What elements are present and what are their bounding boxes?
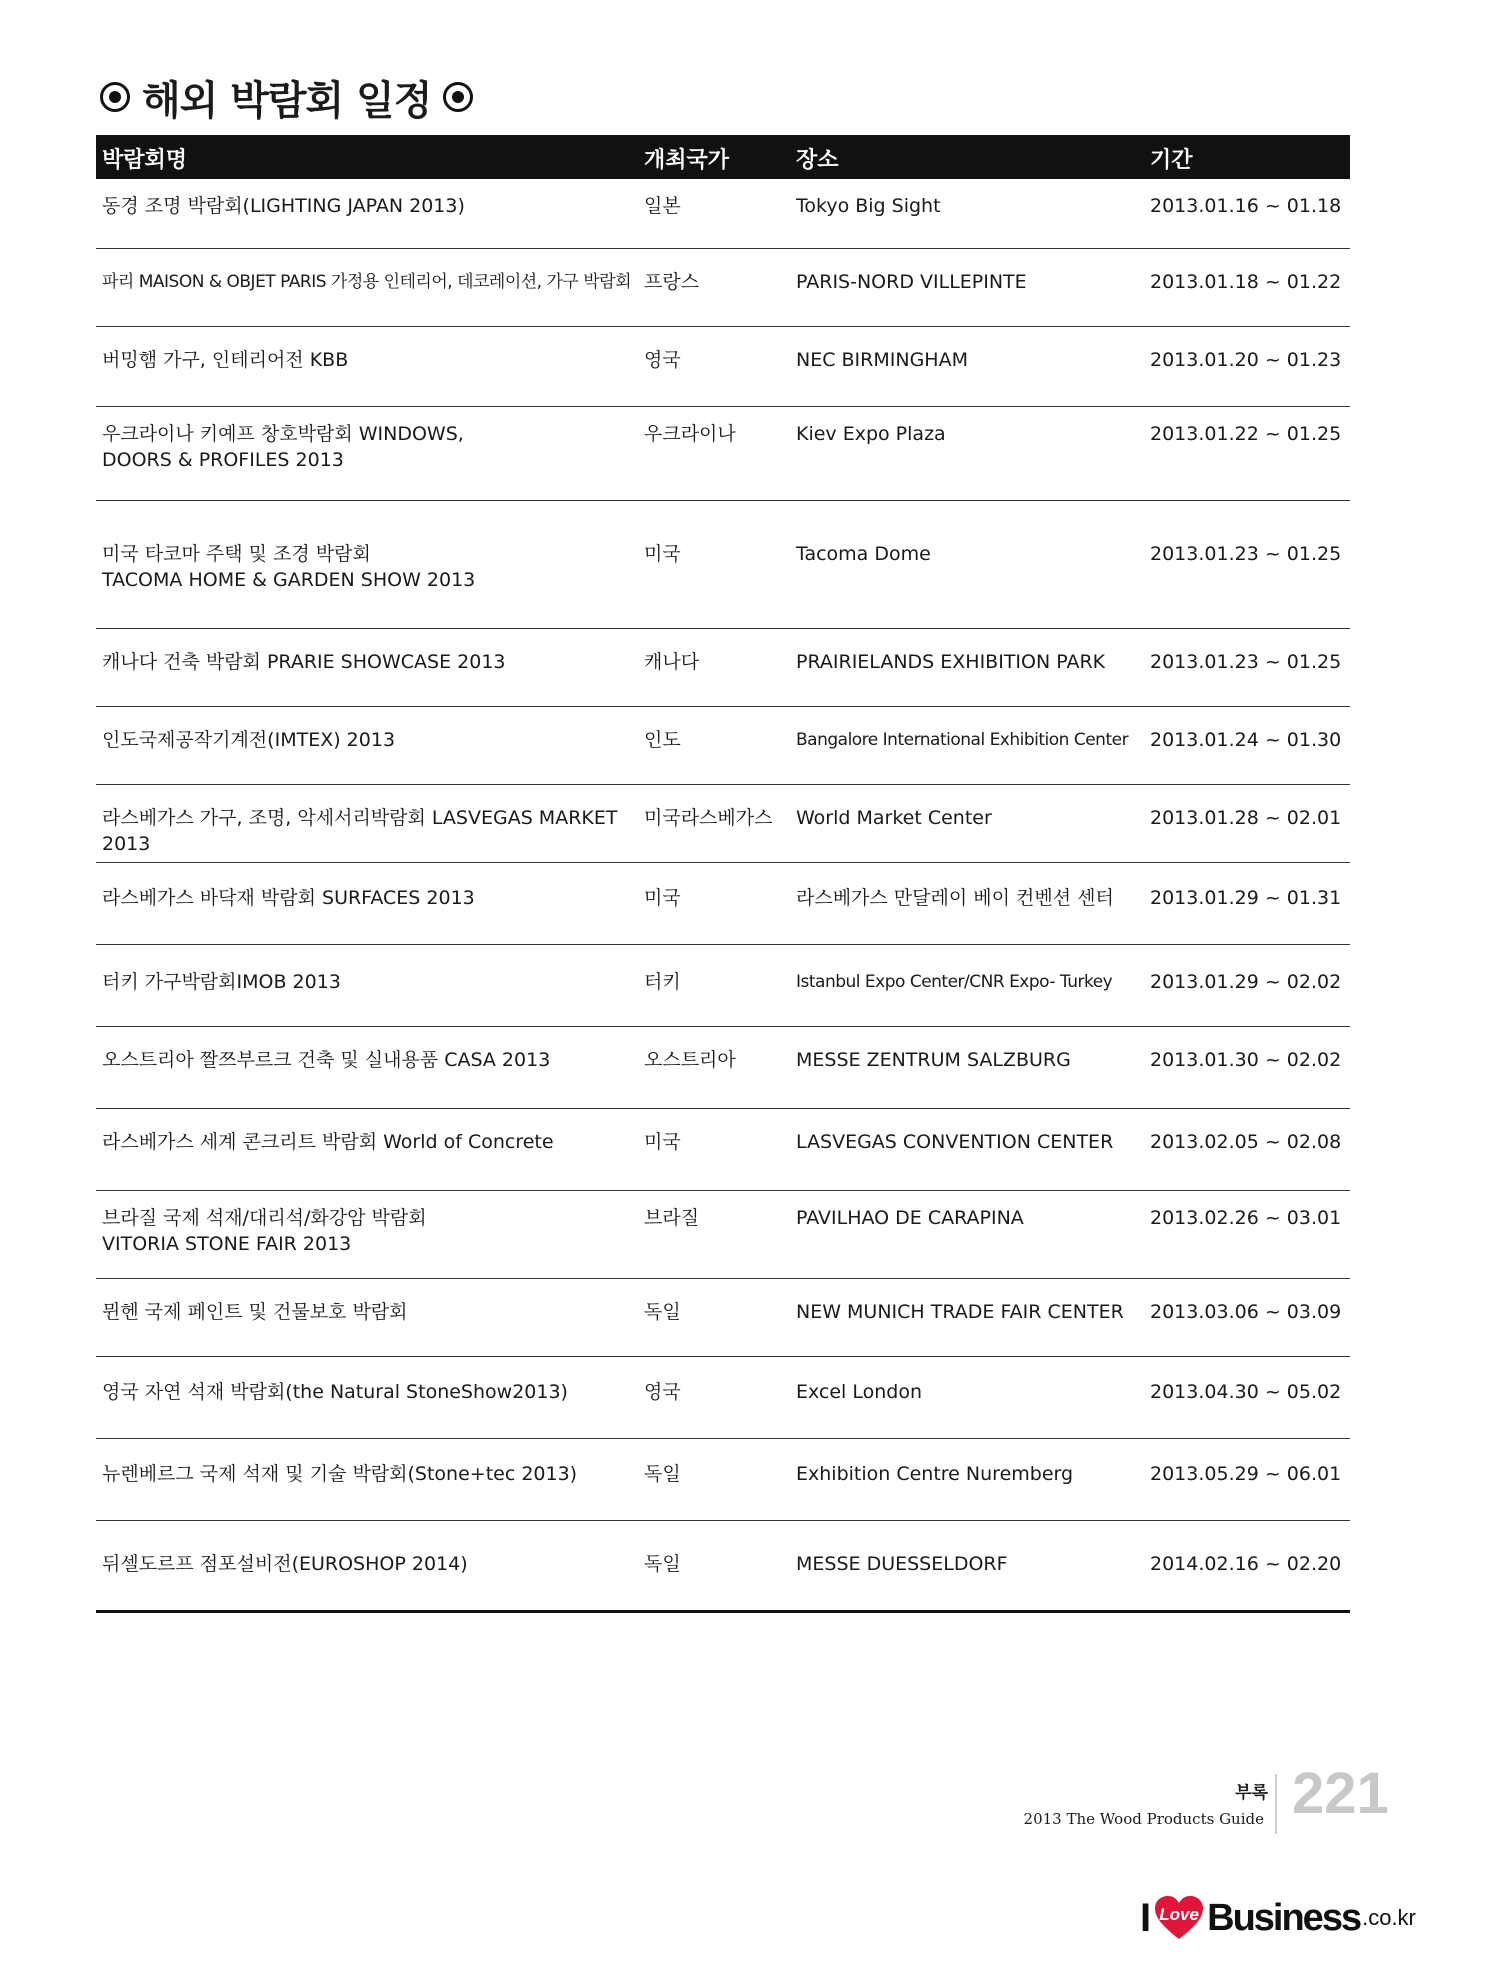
cell-country: 우크라이나 [644,423,736,445]
cell-venue: Bangalore International Exhibition Center [796,730,1129,750]
cell-name: 오스트리아 짤쯔부르크 건축 및 실내용품 CASA 2013 [102,1049,551,1071]
cell-period: 2013.03.06 ~ 03.09 [1150,1301,1342,1323]
cell-name: 우크라이나 키예프 창호박람회 WINDOWS, DOORS & PROFILES 2013 [102,423,464,471]
footer-section: 부록 [1235,1783,1268,1803]
cell-period: 2013.01.18 ~ 01.22 [1150,271,1342,293]
cell-country: 미국 [644,887,681,909]
cell-name: 뉴렌베르그 국제 석재 및 기술 박람회(Stone+tec 2013) [102,1463,578,1485]
table-row [96,249,1350,327]
cell-country: 독일 [644,1301,681,1323]
cell-country: 일본 [644,195,681,217]
cell-venue: Exhibition Centre Nuremberg [796,1463,1074,1485]
header-name: 박람회명 [102,148,188,173]
cell-period: 2013.05.29 ~ 06.01 [1150,1463,1342,1485]
cell-name: 라스베가스 세계 콘크리트 박람회 World of Concrete [102,1131,554,1153]
cell-venue: NEW MUNICH TRADE FAIR CENTER [796,1301,1124,1323]
cell-name: 미국 타코마 주택 및 조경 박람회 TACOMA HOME & GARDEN SHOW 2013 [102,543,476,591]
cell-name: 인도국제공작기계전(IMTEX) 2013 [102,729,396,751]
cell-venue: LASVEGAS CONVENTION CENTER [796,1131,1114,1153]
cell-name: 라스베가스 바닥재 박람회 SURFACES 2013 [102,887,475,909]
footer-divider [1275,1774,1277,1834]
cell-period: 2014.02.16 ~ 02.20 [1150,1553,1342,1575]
cell-period: 2013.01.29 ~ 01.31 [1150,887,1342,909]
header-country: 개최국가 [644,148,730,173]
cell-venue: PRAIRIELANDS EXHIBITION PARK [796,651,1106,673]
cell-country: 프랑스 [644,271,700,293]
cell-period: 2013.01.24 ~ 01.30 [1150,729,1342,751]
cell-period: 2013.01.23 ~ 01.25 [1150,543,1342,565]
cell-period: 2013.02.26 ~ 03.01 [1150,1207,1342,1229]
cell-country: 영국 [644,1381,681,1403]
cell-name: 터키 가구박람회IMOB 2013 [102,971,341,993]
cell-country: 미국 [644,1131,681,1153]
footer-guide: 2013 The Wood Products Guide [1023,1810,1264,1828]
cell-name: 동경 조명 박람회(LIGHTING JAPAN 2013) [102,195,465,217]
cell-venue: Istanbul Expo Center/CNR Expo- Turkey [796,972,1113,992]
table-row [96,785,1350,863]
cell-venue: PAVILHAO DE CARAPINA [796,1207,1024,1229]
cell-venue: NEC BIRMINGHAM [796,349,968,371]
table-row [96,1521,1350,1613]
cell-country: 미국 [644,543,681,565]
table-row [96,407,1350,501]
cell-country: 브라질 [644,1207,700,1229]
header-period: 기간 [1150,148,1193,173]
cell-country: 터키 [644,971,681,993]
cell-name: 브라질 국제 석재/대리석/화강암 박람회 VITORIA STONE FAIR 2013 [102,1207,427,1255]
cell-venue: Tokyo Big Sight [796,195,941,217]
cell-venue: PARIS-NORD VILLEPINTE [796,271,1027,293]
cell-venue: Kiev Expo Plaza [796,423,946,445]
bullet-icon [443,82,473,112]
cell-country: 오스트리아 [644,1049,736,1071]
bullet-icon [100,82,130,112]
cell-name: 뮌헨 국제 페인트 및 건물보호 박람회 [102,1301,408,1323]
cell-country: 영국 [644,349,681,371]
cell-name: 캐나다 건축 박람회 PRARIE SHOWCASE 2013 [102,651,506,673]
ilovebusiness-logo [1140,1895,1416,1941]
cell-period: 2013.01.16 ~ 01.18 [1150,195,1342,217]
table-row [96,1191,1350,1279]
table-row [96,1279,1350,1357]
cell-country: 인도 [644,729,681,751]
exhibition-table [96,135,1350,1613]
table-row [96,1027,1350,1109]
cell-name: 뒤셀도르프 점포설비전(EUROSHOP 2014) [102,1553,468,1575]
table-row [96,707,1350,785]
cell-period: 2013.04.30 ~ 05.02 [1150,1381,1342,1403]
cell-name: 버밍햄 가구, 인테리어전 KBB [102,349,349,371]
table-row [96,863,1350,945]
logo-domain: .co.kr [1362,1905,1416,1930]
cell-name: 파리 MAISON & OBJET PARIS 가정용 인테리어, 데코레이션, 가구 박람회 [102,272,632,292]
page-title-block [100,70,473,124]
table-body [96,179,1350,1613]
cell-venue: MESSE ZENTRUM SALZBURG [796,1049,1071,1071]
table-row [96,629,1350,707]
cell-venue: 라스베가스 만달레이 베이 컨벤션 센터 [796,887,1114,909]
logo-business: Business [1207,1896,1361,1939]
header-venue: 장소 [796,148,839,173]
cell-period: 2013.01.29 ~ 02.02 [1150,971,1342,993]
cell-venue: Excel London [796,1381,923,1403]
cell-period: 2013.01.20 ~ 01.23 [1150,349,1342,371]
table-row [96,327,1350,407]
table-header [96,135,1350,179]
cell-venue: MESSE DUESSELDORF [796,1553,1008,1575]
cell-venue: Tacoma Dome [796,543,931,565]
logo-i: I [1140,1895,1152,1940]
cell-country: 미국라스베가스 [644,807,773,829]
page-number: 221 [1292,1761,1389,1826]
table-row [96,179,1350,249]
cell-period: 2013.02.05 ~ 02.08 [1150,1131,1342,1153]
cell-venue: World Market Center [796,807,992,829]
table-row [96,501,1350,629]
cell-period: 2013.01.30 ~ 02.02 [1150,1049,1342,1071]
cell-country: 독일 [644,1463,681,1485]
cell-period: 2013.01.23 ~ 01.25 [1150,651,1342,673]
cell-name: 영국 자연 석재 박람회(the Natural StoneShow2013) [102,1381,568,1403]
cell-period: 2013.01.22 ~ 01.25 [1150,423,1342,445]
table-row [96,945,1350,1027]
table-row [96,1357,1350,1439]
cell-country: 캐나다 [644,651,700,673]
logo-love: Love [1159,1905,1199,1924]
cell-period: 2013.01.28 ~ 02.01 [1150,807,1342,829]
table-row [96,1109,1350,1191]
page-title: 해외 박람회 일정 [142,77,432,124]
heart-icon [1153,1895,1205,1941]
cell-name: 라스베가스 가구, 조명, 악세서리박람회 LASVEGAS MARKET 2013 [102,807,618,855]
table-row [96,1439,1350,1521]
cell-country: 독일 [644,1553,681,1575]
